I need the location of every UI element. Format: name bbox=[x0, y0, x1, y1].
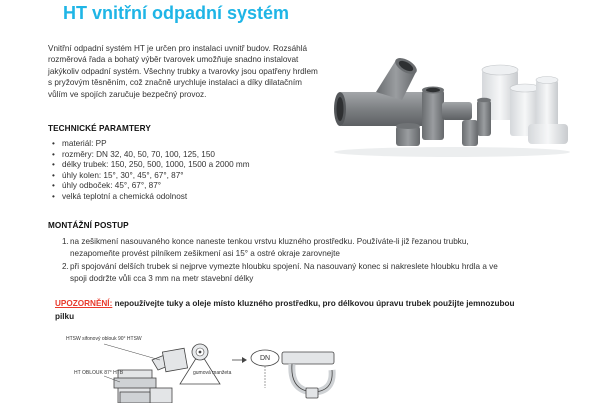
rubber-sleeve bbox=[180, 344, 232, 384]
intro-paragraph: Vnitřní odpadní systém HT je určen pro instalaci uvnitř budov. Rozsáhlá rozměrová řada a bohatý výběr tvarovek umožňuje snadno instalovat jakýkoliv odpadní systém. Všechny trubky a tvarovky jsou opatřeny hrdlem s pryžovým těsněním, což značně urychluje instalaci a díky dilatačním vůlím ve spojích zaručuje bezpečný provoz. bbox=[48, 44, 318, 99]
siphon-assembly bbox=[114, 348, 188, 403]
product-photo bbox=[332, 40, 576, 160]
dn-oval bbox=[251, 350, 279, 388]
technical-heading: TECHNICKÉ PARAMTERY bbox=[48, 124, 151, 133]
direction-arrow bbox=[232, 357, 247, 363]
assembly-heading: MONTÁŽNÍ POSTUP bbox=[48, 221, 129, 230]
technical-list bbox=[52, 139, 250, 203]
installation-diagram bbox=[60, 330, 400, 403]
list-item: • úhly kolen: 15°, 30°, 45°, 67°, 87° bbox=[52, 170, 184, 180]
list-item: • velká teplotní a chemická odolnost bbox=[52, 191, 188, 201]
list-item: • úhly odboček: 45°, 67°, 87° bbox=[52, 181, 162, 191]
list-item: • rozměry: DN 32, 40, 50, 70, 100, 125, 150 bbox=[52, 149, 215, 159]
list-item: • délky trubek: 150, 250, 500, 1000, 1500 a 2000 mm bbox=[52, 160, 250, 170]
label-elbow: HT OBLOUK 87° HTB bbox=[74, 370, 124, 376]
warning-note: UPOZORNĚNÍ: nepoužívejte tuky a oleje místo kluzného prostředku, pro délkovou úpravu trubek použijte jemnozubou pilku bbox=[55, 299, 515, 321]
page-title: HT vnitřní odpadní systém bbox=[63, 3, 290, 23]
label-siphon: HTSW sifonový oblouk 90° HTSW bbox=[66, 336, 142, 342]
list-item: • materiál: PP bbox=[52, 139, 107, 148]
list-item: 1. na zešikmení nasouvaného konce naneste tenkou vrstvu kluzného prostředku. Používáte-li již řezanou trubku, nezapomeňte provést pilníkem zešikmení asi 15° a ostré okraje zarovnejte bbox=[62, 237, 469, 259]
label-dn: DN bbox=[260, 355, 271, 362]
list-item: 2. při spojování delších trubek si nejprve vymezte hloubku spojení. Na nasouvaný konec si nakreslete hloubku hrdla a ve spoji dodržte vůli cca 3 mm na metr stavební délky bbox=[62, 261, 498, 284]
siphon-trap bbox=[282, 352, 334, 398]
assembly-steps bbox=[64, 236, 514, 286]
warning-label: UPOZORNĚNÍ: bbox=[55, 299, 113, 308]
label-sleeve: gumová manžeta bbox=[193, 370, 232, 376]
